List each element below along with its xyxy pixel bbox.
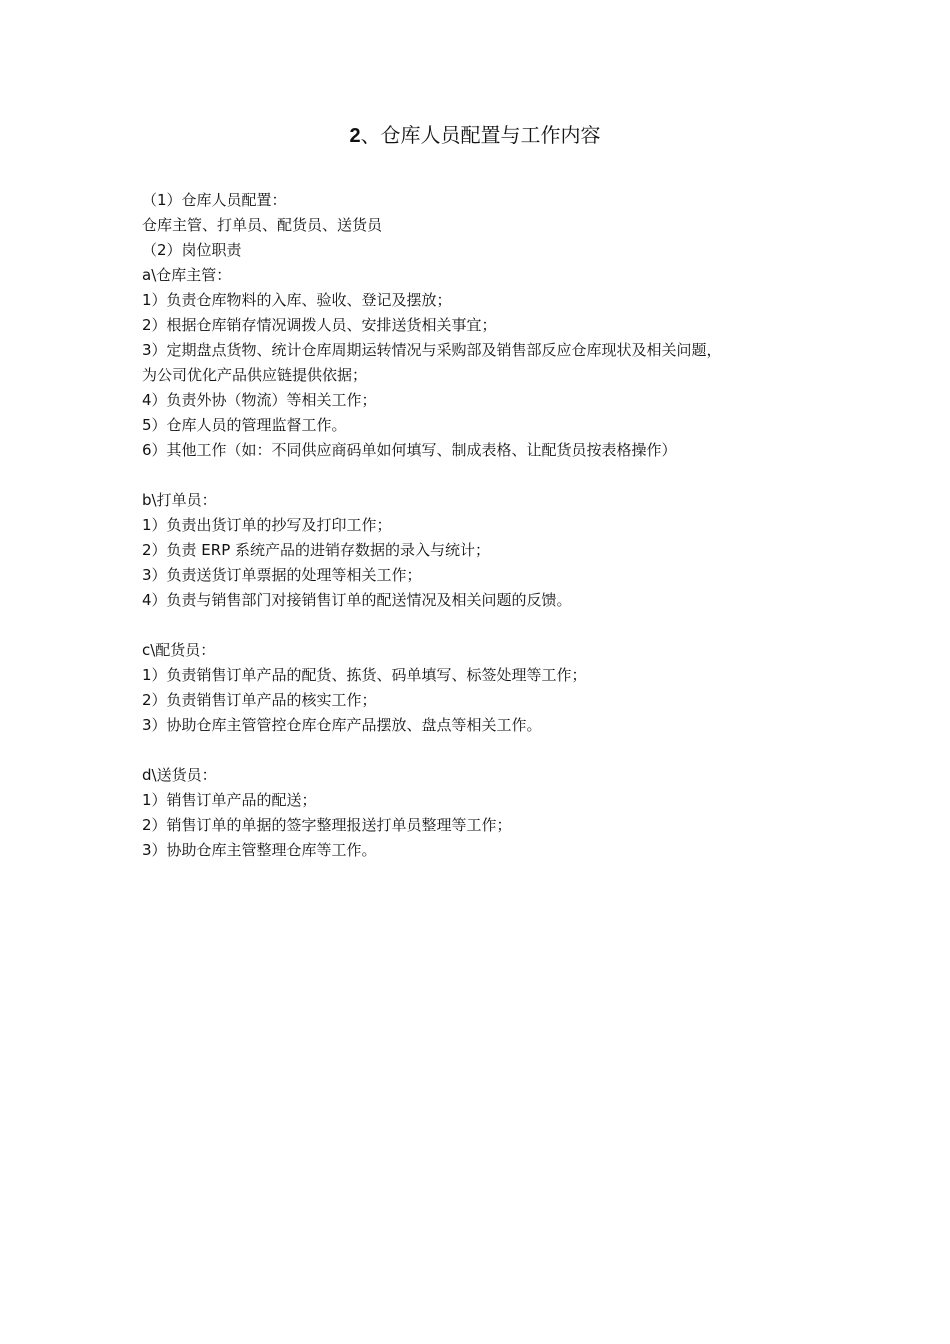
title-number: 2 bbox=[349, 125, 361, 147]
list-item: 3）协助仓库主管管控仓库仓库产品摆放、盘点等相关工作。 bbox=[142, 716, 542, 734]
list-item: 2）根据仓库销存情况调拨人员、安排送货相关事宜； bbox=[142, 316, 497, 334]
list-item: 1）负责销售订单产品的配货、拣货、码单填写、标签处理等工作； bbox=[142, 666, 587, 684]
list-item: 3）负责送货订单票据的处理等相关工作； bbox=[142, 566, 422, 584]
list-item: 3）协助仓库主管整理仓库等工作。 bbox=[142, 841, 377, 859]
list-item: 1）负责仓库物料的入库、验收、登记及摆放； bbox=[142, 291, 452, 309]
list-item: 1）负责出货订单的抄写及打印工作； bbox=[142, 516, 392, 534]
section-heading: c\配货员： bbox=[142, 641, 216, 659]
section-heading: b\打单员： bbox=[142, 491, 217, 509]
list-item: 3）定期盘点货物、统计仓库周期运转情况与采购部及销售部反应仓库现状及相关问题， bbox=[142, 341, 722, 359]
list-item: 为公司优化产品供应链提供依据； bbox=[142, 366, 368, 384]
list-item: 2）负责 ERP 系统产品的进销存数据的录入与统计； bbox=[142, 541, 491, 559]
document-body bbox=[142, 188, 822, 863]
page-title bbox=[0, 120, 950, 151]
section-order-clerk bbox=[142, 488, 822, 613]
paragraph-spacer bbox=[142, 463, 822, 488]
list-item: 2）负责销售订单产品的核实工作； bbox=[142, 691, 377, 709]
list-item: 5）仓库人员的管理监督工作。 bbox=[142, 416, 347, 434]
duties-heading: （2）岗位职责 bbox=[142, 241, 242, 259]
list-item: 6）其他工作（如：不同供应商码单如何填写、制成表格、让配货员按表格操作） bbox=[142, 441, 677, 459]
section-heading: d\送货员： bbox=[142, 766, 217, 784]
list-item: 1）销售订单产品的配送； bbox=[142, 791, 317, 809]
staffing-heading: （1）仓库人员配置： bbox=[142, 191, 287, 209]
paragraph-spacer bbox=[142, 613, 822, 638]
title-text: 、仓库人员配置与工作内容 bbox=[360, 123, 601, 147]
staffing-list: 仓库主管、打单员、配货员、送货员 bbox=[142, 216, 383, 234]
section-warehouse-supervisor bbox=[142, 263, 822, 463]
section-picker bbox=[142, 638, 822, 738]
section-delivery bbox=[142, 763, 822, 863]
paragraph-spacer bbox=[142, 738, 822, 763]
list-item: 2）销售订单的单据的签字整理报送打单员整理等工作； bbox=[142, 816, 512, 834]
list-item: 4）负责外协（物流）等相关工作； bbox=[142, 391, 377, 409]
section-heading: a\仓库主管： bbox=[142, 266, 232, 284]
list-item: 4）负责与销售部门对接销售订单的配送情况及相关问题的反馈。 bbox=[142, 591, 572, 609]
